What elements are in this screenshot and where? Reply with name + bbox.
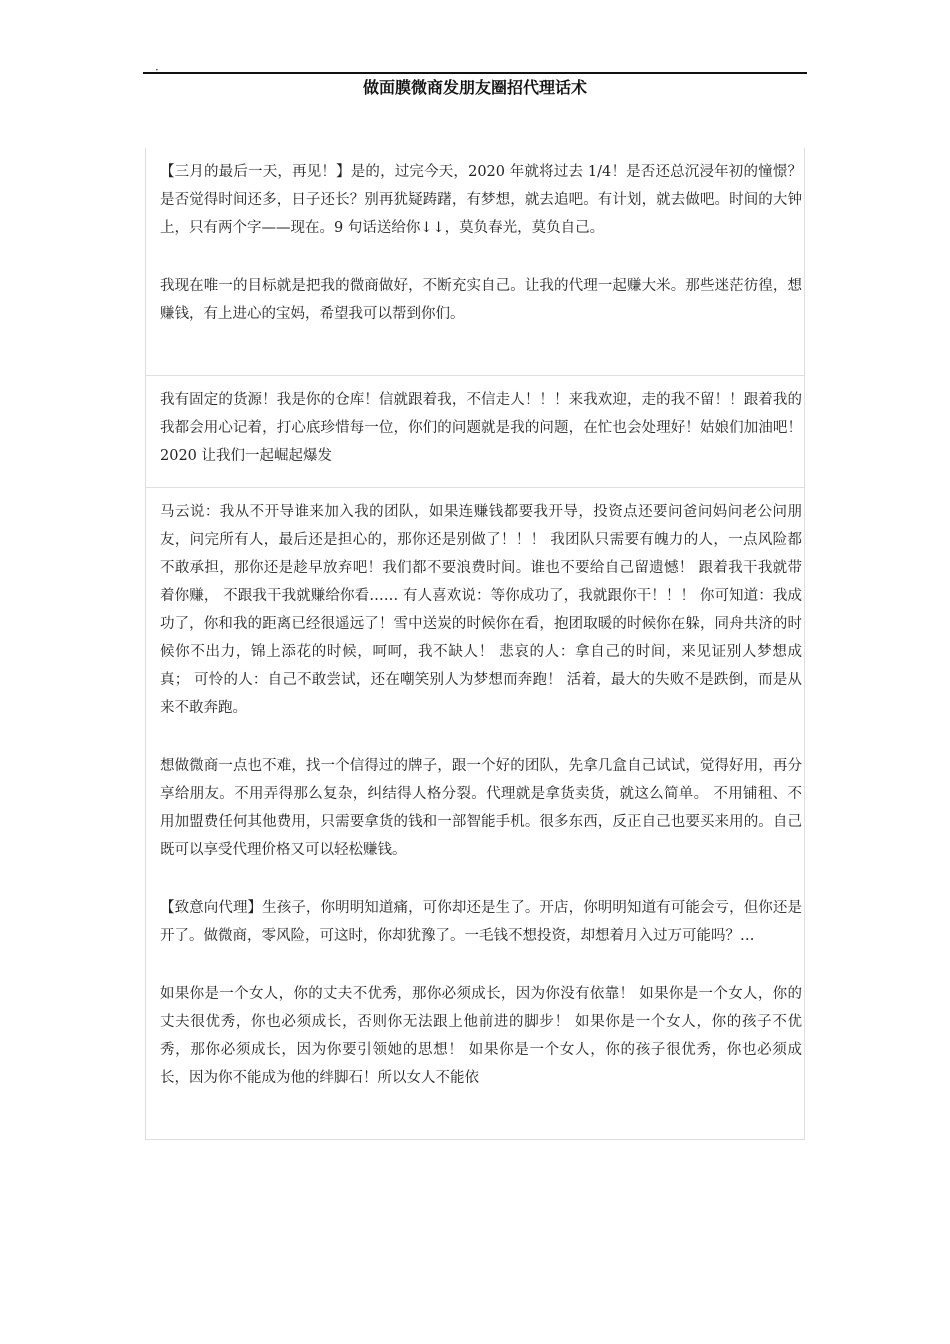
- paragraph-mayun: 马云说：我从不开导谁来加入我的团队，如果连赚钱都要我开导，投资点还要问爸问妈问老公问朋友，问完所有人，最后还是担心的，那你还是别做了！！！ 我团队只需要有魄力的人，一点风险都不敢承担，那你还是趁早放弃吧！我们都不要浪费时间。谁也不要给自己留遗憾！ 跟着我干我就带着你赚， 不跟我干我就赚给你看…… 有人喜欢说：等你成功了，我就跟你干！！！ 你可知道：我成功了，你和我的距离已经很遥远了！雪中送炭的时候你在看，抱团取暖的时候你在躲，同舟共济的时候你不出力，锦上添花的时候，呵呵，我不缺人！ 悲哀的人：拿自己的时间，来见证别人梦想成真； 可怜的人：自己不敢尝试，还在嘲笑别人为梦想而奔跑！ 活着，最大的失败不是跌倒，而是从来不敢奔跑。: [160, 504, 802, 716]
- paragraph-gap: [160, 242, 804, 272]
- paragraph-supply: 我有固定的货源！我是你的仓库！信就跟着我，不信走人！！！来我欢迎，走的我不留！！跟着我的我都会用心记着，打心底珍惜每一位，你们的问题就是我的问题，在忙也会处理好！姑娘们加油吧！2020 让我们一起崛起爆发: [160, 392, 802, 464]
- paragraph-goal: 我现在唯一的目标就是把我的微商做好，不断充实自己。让我的代理一起赚大米。那些迷茫彷徨，想赚钱，有上进心的宝妈，希望我可以帮到你们。: [160, 278, 802, 322]
- paragraph-intent: 【致意向代理】生孩子，你明明知道痛，可你却还是生了。开店，你明明知道有可能会亏，但你还是开了。做微商，零风险，可这时，你却犹豫了。一毛钱不想投资，却想着月入过万可能吗？…: [160, 900, 802, 944]
- paragraph-easy: 想做微商一点也不难，找一个信得过的牌子，跟一个好的团队，先拿几盒自己试试，觉得好用，再分享给朋友。不用弄得那么复杂，纠结得人格分裂。代理就是拿货卖货，就这么简单。 不用铺租、不用加盟费任何其他费用，只需要拿货的钱和一部智能手机。很多东西，反正自己也要买来用的。自己既可以享受代理价格又可以轻松赚钱。: [160, 758, 802, 858]
- section-3: [146, 488, 804, 1139]
- header-marker: ·: [155, 63, 159, 77]
- section-2: [146, 376, 804, 488]
- page-title: 做面膜微商发朋友圈招代理话术: [362, 78, 587, 97]
- paragraph-gap: [160, 950, 804, 980]
- paragraph-gap: [160, 864, 804, 894]
- section-1: [146, 148, 804, 376]
- paragraph-opening: 【三月的最后一天，再见！】是的，过完今天，2020 年就将过去 1/4！是否还总沉浸年初的憧憬？是否觉得时间还多，日子还长？别再犹疑踌躇，有梦想，就去追吧。有计划，就去做吧。时间的大钟上，只有两个字——现在。9 句话送给你↓↓，莫负春光，莫负自己。: [160, 164, 802, 236]
- paragraph-woman: 如果你是一个女人，你的丈夫不优秀，那你必须成长，因为你没有依靠！ 如果你是一个女人，你的丈夫很优秀，你也必须成长，否则你无法跟上他前进的脚步！ 如果你是一个女人，你的孩子不优秀，那你必须成长，因为你要引领她的思想！ 如果你是一个女人，你的孩子很优秀，你也必须成长，因为你不能成为他的绊脚石！所以女人不能依: [160, 986, 802, 1086]
- paragraph-gap: [160, 722, 804, 752]
- content-table: [145, 148, 805, 1140]
